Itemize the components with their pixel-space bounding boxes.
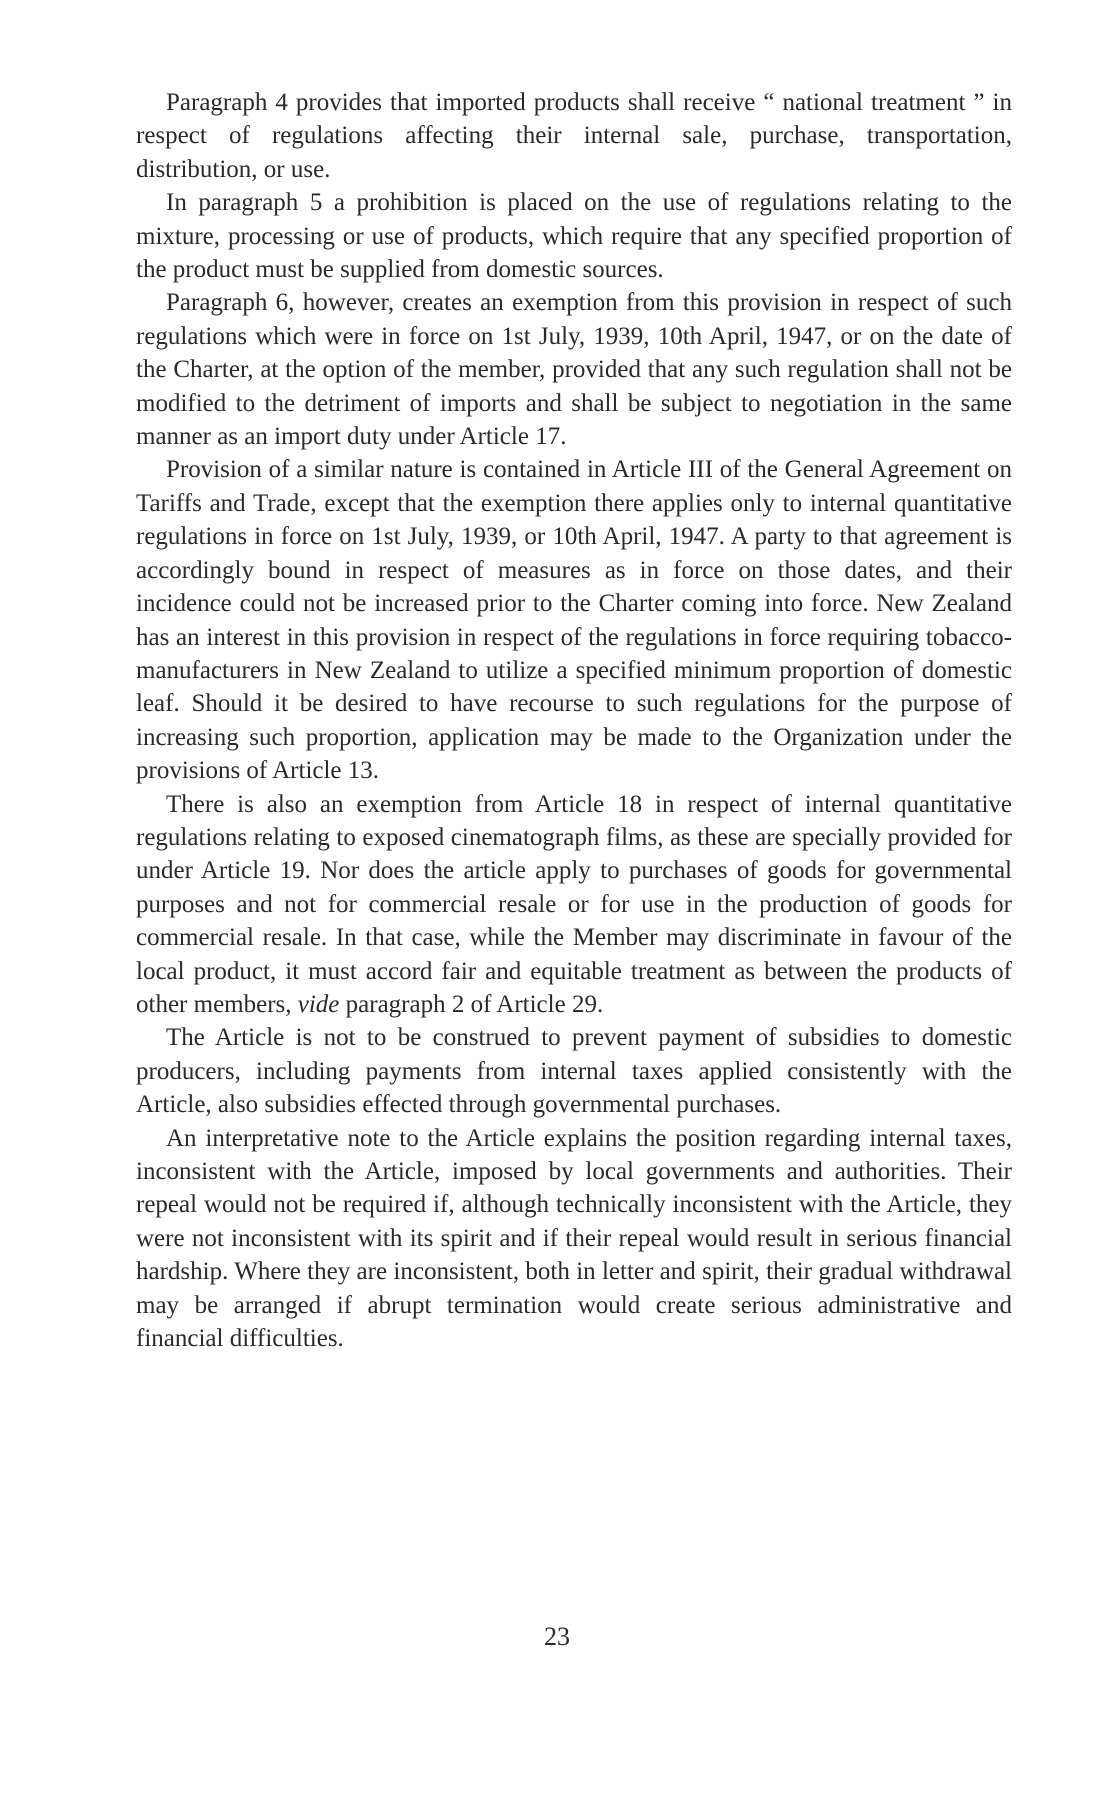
body-text [136,86,1012,1355]
paragraph-general-agreement: Provision of a similar nature is contained in Article III of the General Agreement on Tariffs and Trade, except that the exemption there applies only to internal quantitative regulations in force on 1st July, 1939, or 10th April, 1947. A party to that agreement is accordingly bound in respect of measures as in force on those dates, and their incidence could not be increased prior to the Charter coming into force. New Zealand has an interest in this provision in respect of the regulations in force requiring tobacco-manufacturers in New Zealand to utilize a specified minimum proportion of domestic leaf. Should it be desired to have recourse to such regulations for the purpose of increasing such proportion, application may be made to the Organization under the provisions of Article 13. [136,456,1012,785]
paragraph-mixture-prohibition: In paragraph 5 a prohibition is placed on the use of regulations relating to the mixture, processing or use of products, which require that any specified proportion of the product must be supplied from domestic sources. [136,189,1012,284]
paragraph-exemption: Paragraph 6, however, creates an exemption from this provision in respect of such regulations which were in force on 1st July, 1939, 10th April, 1947, or on the date of the Charter, at the option of the member, provided that any such regulation shall not be modified to the detriment of imports and shall be subject to negotiation in the same manner as an import duty under Article 17. [136,289,1012,451]
page-number: 23 [544,1622,570,1651]
paragraph-interpretative-note: An interpretative note to the Article explains the position regarding internal taxes, inconsistent with the Article, imposed by local governments and authorities. Their repeal would not be required if, although technically inconsistent with the Article, they were not inconsistent with its spirit and if their repeal would result in serious financial hardship. Where they are inconsistent, both in letter and spirit, their gradual withdrawal may be arranged if abrupt termination would create serious administrative and financial difficulties. [136,1124,1012,1353]
paragraph-national-treatment: Paragraph 4 provides that imported products shall receive “ national treatment ” in respect of regulations affecting their internal sale, purchase, transportation, distribution, or use. [136,89,1012,183]
paragraph-cinematograph-films [136,788,1012,1022]
paragraph-cinematograph-films-text: There is also an exemption from Article 18 in respect of internal quantitative regulations relating to exposed cinematograph films, as these are specially provided for under Article 19. Nor does the article apply to purchases of goods for governmental purposes and not for commercial resale or for use in the production of goods for commercial resale. In that case, while the Member may discriminate in favour of the local product, it must accord fair and equitable treatment as between the products of other members, [136,790,1012,1018]
vide-italic: vide [297,990,340,1018]
paragraph-cinematograph-films-end: paragraph 2 of Article 29. [339,990,604,1018]
paragraph-subsidies: The Article is not to be construed to prevent payment of subsidies to domestic producers, including payments from internal taxes applied consistently with the Article, also subsidies effected through governmental purchases. [136,1024,1012,1119]
